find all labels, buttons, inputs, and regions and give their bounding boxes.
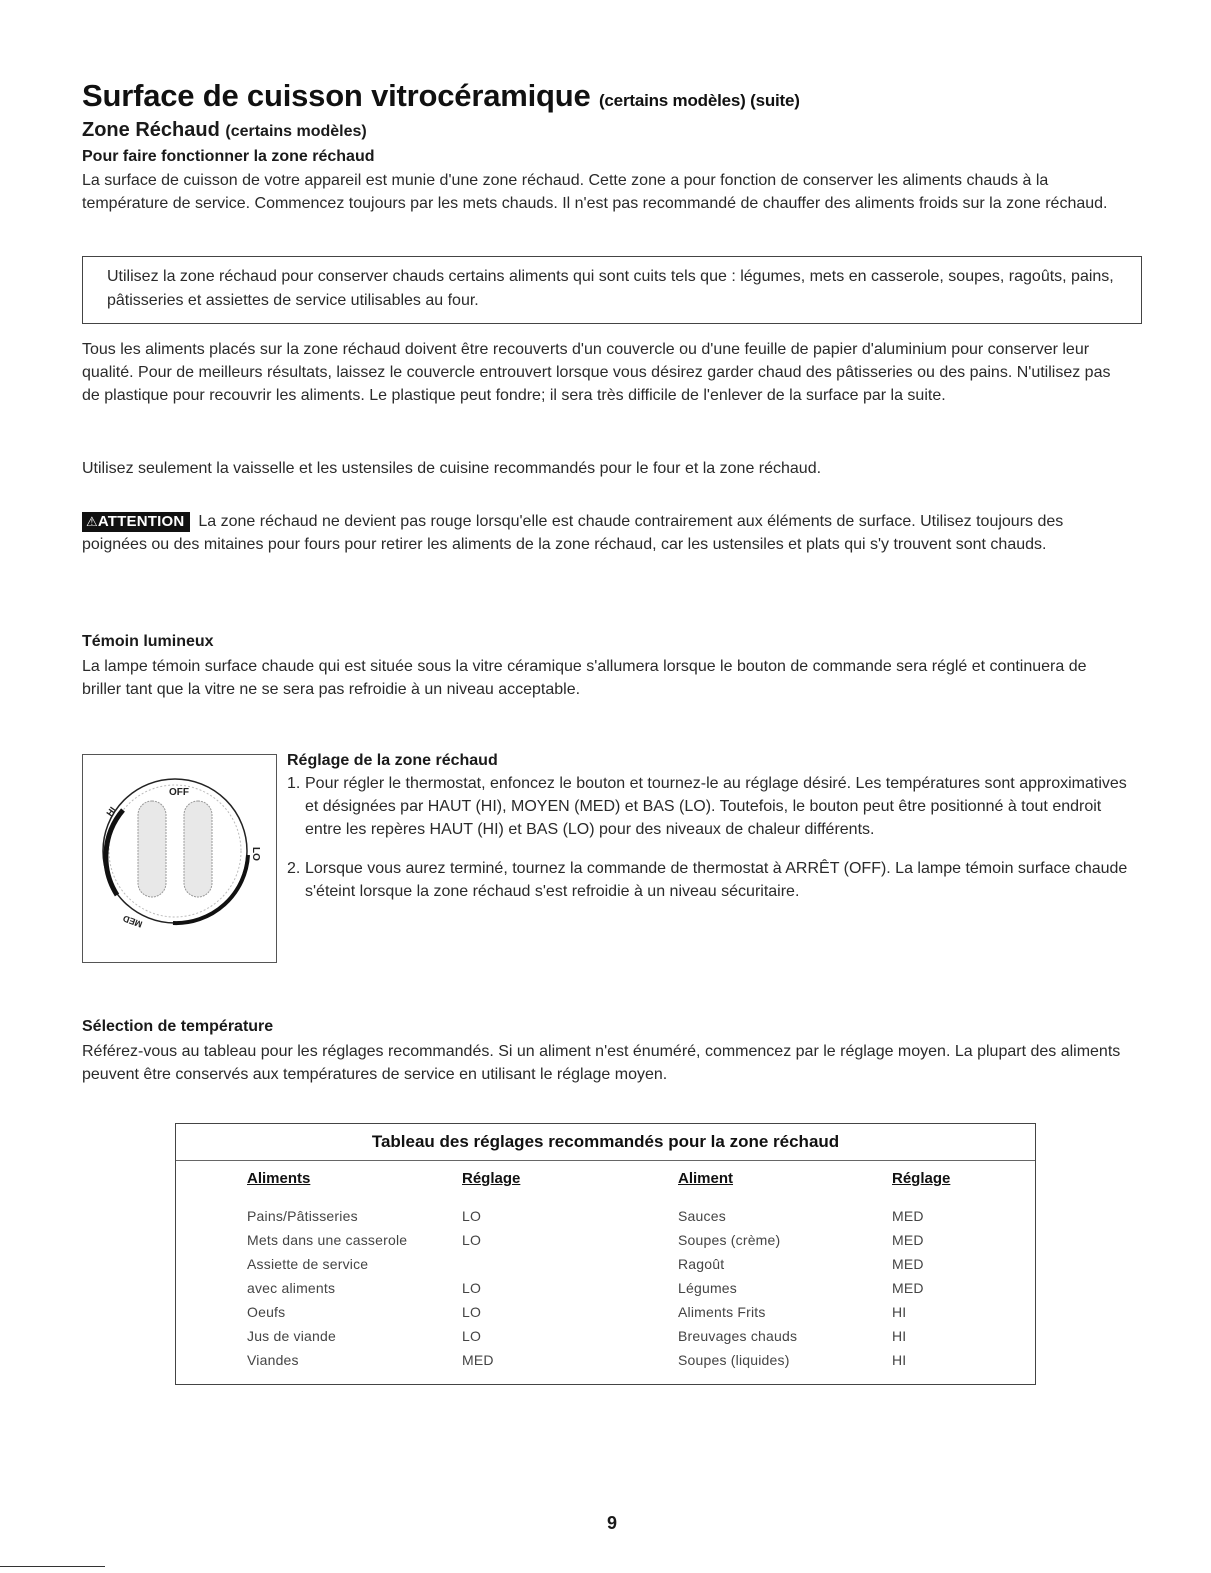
table-cell: Ragoût bbox=[678, 1256, 725, 1272]
table-cell: LO bbox=[462, 1232, 482, 1248]
cover-paragraph: Tous les aliments placés sur la zone réchaud doivent être recouverts d'un couvercle ou d'une feuille de papier d'aluminium pour conserver leur qualité. Pour de meilleurs résultats, laissez le couvercle entrouvert lorsque vous désirez garder chaud des pâtisseries ou des pains. N'utilisez pas de plastique pour recouvrir les aliments. Le plastique peut fondre; il sera très difficile de l'enlever de la surface par la suite. bbox=[82, 341, 1111, 404]
setting-heading: Réglage de la zone réchaud bbox=[287, 752, 498, 769]
table-title: Tableau des réglages recommandés pour la zone réchaud bbox=[176, 1124, 1035, 1161]
page-title bbox=[82, 78, 800, 119]
table-cell: Sauces bbox=[678, 1208, 726, 1224]
table-cell: MED bbox=[892, 1280, 924, 1296]
table-column-settings-right bbox=[892, 1168, 950, 1372]
table-cell: LO bbox=[462, 1280, 482, 1296]
attention-text: La zone réchaud ne devient pas rouge lorsqu'elle est chaude contrairement aux éléments de surface. Utilisez toujours des poignées ou des mitaines pour fours pour retirer les aliments de la zone réchaud, car les ustensiles et plats qui s'y trouvent sont chauds. bbox=[82, 513, 1064, 553]
table-cell: HI bbox=[892, 1304, 907, 1320]
table-cell: Oeufs bbox=[247, 1304, 286, 1320]
table-cell: Viandes bbox=[247, 1352, 299, 1368]
operate-paragraph: La surface de cuisson de votre appareil est munie d'une zone réchaud. Cette zone a pour fonction de conserver les aliments chauds à la température de service. Commencez toujours par les mets chauds. Il n'est pas recommandé de chauffer des aliments froids sur la zone réchaud. bbox=[82, 172, 1108, 212]
table-cell: avec aliments bbox=[247, 1280, 336, 1296]
table-cell: MED bbox=[892, 1208, 924, 1224]
table-cell: Aliments Frits bbox=[678, 1304, 766, 1320]
table-cell: LO bbox=[462, 1328, 482, 1344]
table-cell: MED bbox=[462, 1352, 494, 1368]
setting-section bbox=[287, 750, 1130, 903]
table-header: Réglage bbox=[892, 1170, 951, 1187]
control-knob-icon bbox=[83, 755, 276, 962]
table-header: Aliments bbox=[247, 1170, 311, 1187]
table-cell: LO bbox=[462, 1304, 482, 1320]
table-cell bbox=[462, 1252, 520, 1276]
section-title-main: Zone Réchaud bbox=[82, 119, 220, 141]
table-cell: Légumes bbox=[678, 1280, 737, 1296]
warning-icon: ⚠ bbox=[86, 514, 98, 529]
footer-rule bbox=[0, 1566, 105, 1567]
table-cell: HI bbox=[892, 1328, 907, 1344]
table-cell: Jus de viande bbox=[247, 1328, 336, 1344]
table-cell: Soupes (crème) bbox=[678, 1232, 781, 1248]
table-header: Aliment bbox=[678, 1170, 734, 1187]
dial-illustration bbox=[82, 754, 277, 963]
table-cell: Soupes (liquides) bbox=[678, 1352, 790, 1368]
table-column-foods-left bbox=[247, 1168, 407, 1372]
operate-heading: Pour faire fonctionner la zone réchaud bbox=[82, 148, 375, 165]
attention-paragraph bbox=[82, 510, 1130, 556]
table-cell: LO bbox=[462, 1208, 482, 1224]
table-cell: Mets dans une casserole bbox=[247, 1232, 408, 1248]
table-cells bbox=[462, 1204, 520, 1372]
dial-lo-label: LO bbox=[250, 847, 261, 861]
attention-label: ATTENTION bbox=[97, 513, 185, 530]
indicator-heading: Témoin lumineux bbox=[82, 633, 214, 650]
note-text: Utilisez la zone réchaud pour conserver chauds certains aliments qui sont cuits tels que : légumes, mets en casserole, soupes, ragoûts, pains, pâtisseries et assiettes de service utilisables au four. bbox=[107, 268, 1114, 309]
table-cell: MED bbox=[892, 1256, 924, 1272]
settings-table bbox=[175, 1123, 1036, 1385]
table-column-settings-left bbox=[462, 1168, 520, 1372]
table-cells bbox=[892, 1204, 950, 1372]
setting-step bbox=[287, 772, 1130, 841]
dial-med-label: MED bbox=[121, 913, 144, 930]
table-column-foods-right bbox=[678, 1168, 797, 1372]
table-header: Réglage bbox=[462, 1170, 521, 1187]
page-title-sub: (certains modèles) (suite) bbox=[598, 91, 800, 110]
setting-steps bbox=[287, 772, 1130, 903]
table-cell: Breuvages chauds bbox=[678, 1328, 798, 1344]
step-number: 1. bbox=[287, 775, 301, 792]
page-number: 9 bbox=[606, 1513, 617, 1533]
table-cell: HI bbox=[892, 1352, 907, 1368]
table-cells bbox=[678, 1204, 797, 1372]
section-title-sub: (certains modèles) bbox=[225, 123, 367, 140]
table-cell: Pains/Pâtisseries bbox=[247, 1208, 358, 1224]
indicator-paragraph: La lampe témoin surface chaude qui est située sous la vitre céramique s'allumera lorsque le bouton de commande sera réglé et continuera de briller tant que la vitre ne se sera pas refroidie à un niveau acceptable. bbox=[82, 658, 1087, 698]
table-cell: MED bbox=[892, 1232, 924, 1248]
section-title bbox=[82, 116, 367, 146]
dishes-paragraph: Utilisez seulement la vaisselle et les ustensiles de cuisine recommandés pour le four et la zone réchaud. bbox=[82, 460, 822, 477]
table-cell: Assiette de service bbox=[247, 1256, 369, 1272]
step-text: Lorsque vous aurez terminé, tournez la commande de thermostat à ARRÊT (OFF). La lampe témoin surface chaude s'éteint lorsque la zone réchaud s'est refroidie à un niveau sécuritaire. bbox=[305, 860, 1128, 900]
step-number: 2. bbox=[287, 860, 301, 877]
dial-off-label: OFF bbox=[169, 787, 189, 798]
dial-hi-label: HI bbox=[104, 805, 118, 819]
setting-step bbox=[287, 857, 1130, 903]
selection-paragraph: Référez-vous au tableau pour les réglages recommandés. Si un aliment n'est énuméré, commencez par le réglage moyen. La plupart des aliments peuvent être conservés aux températures de service en utilisant le réglage moyen. bbox=[82, 1043, 1121, 1083]
step-text: Pour régler le thermostat, enfoncez le bouton et tournez-le au réglage désiré. Les températures sont approximatives et désignées par HAUT (HI), MOYEN (MED) et BAS (LO). Toutefois, le bouton peut être positionné à tout endroit entre les repères HAUT (HI) et BAS (LO) pour des niveaux de chaleur différents. bbox=[305, 775, 1127, 838]
note-box bbox=[82, 256, 1142, 324]
attention-badge bbox=[82, 512, 190, 532]
page-title-main: Surface de cuisson vitrocéramique bbox=[82, 78, 591, 113]
selection-heading: Sélection de température bbox=[82, 1018, 274, 1035]
table-cells bbox=[247, 1204, 407, 1372]
